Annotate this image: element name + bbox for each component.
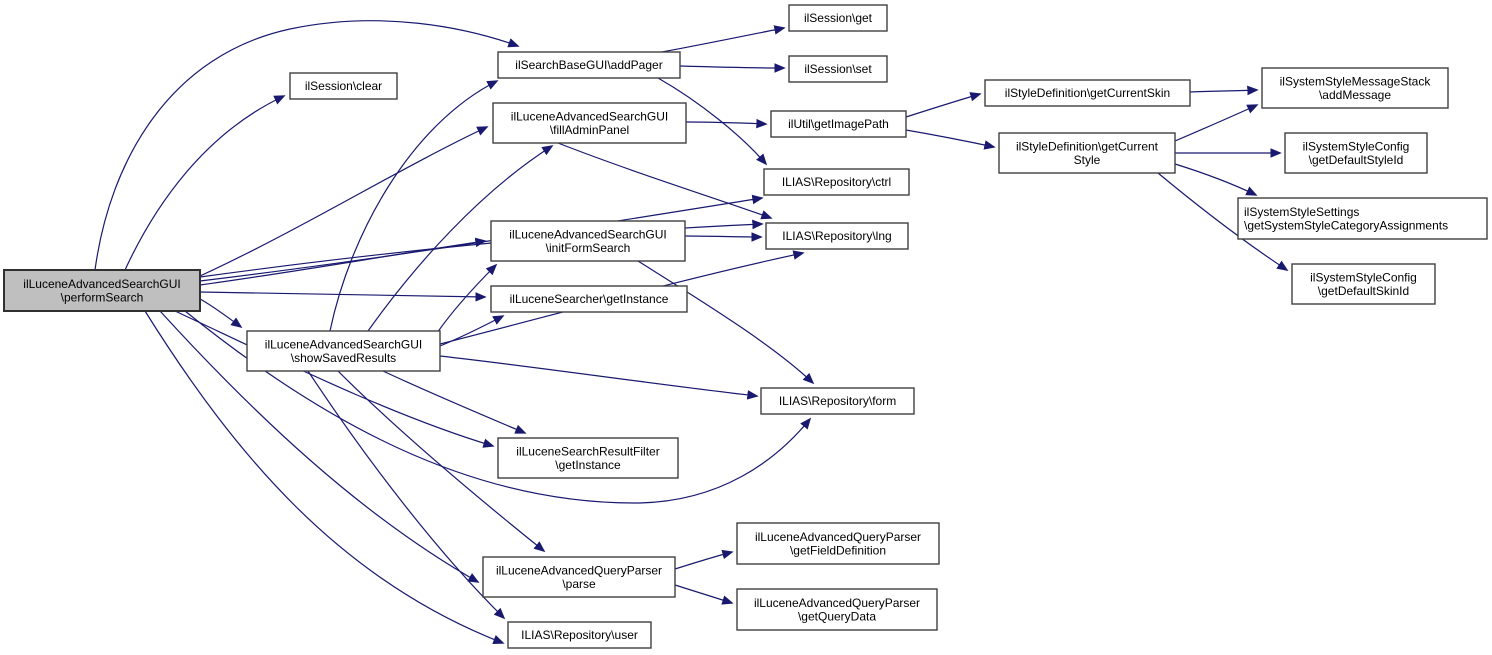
node-sessionGet[interactable]	[789, 5, 887, 31]
node-label-parse-line1: \parse	[562, 576, 596, 591]
edge-performSearch-fillAdminPanel	[200, 127, 487, 276]
node-label-getDefaultStyleId-line1: \getDefaultStyleId	[1308, 152, 1404, 167]
node-label-addPager-line0: ilSearchBaseGUI\addPager	[515, 58, 663, 72]
node-repoUser[interactable]	[508, 622, 651, 648]
node-label-getCurrentStyle-line0: ilStyleDefinition\getCurrent	[1015, 139, 1159, 154]
node-label-sessionGet-line0: ilSession\get	[803, 11, 873, 25]
node-getSystemStyleCategoryAssignments[interactable]	[1238, 198, 1487, 239]
edge-parse-getFieldDefinition	[675, 552, 732, 569]
node-label-sessionSet-line0: ilSession\set	[804, 62, 872, 76]
edge-fillAdminPanel-repoLng	[558, 143, 771, 218]
edge-showSavedResults-initFormSearch	[437, 265, 496, 333]
edge-performSearch-searcherGetInstance	[200, 292, 485, 297]
node-repoLng[interactable]	[766, 223, 908, 249]
node-addMessage[interactable]	[1262, 68, 1448, 108]
node-label-addMessage-line1: \addMessage	[1318, 87, 1392, 102]
node-label-searcherGetInstance-line0: ilLuceneSearcher\getInstance	[509, 292, 669, 306]
node-label-getSystemStyleCategoryAssignments-line0: ilSystemStyleSettings	[1244, 204, 1360, 219]
node-getDefaultSkinId[interactable]	[1292, 264, 1435, 304]
node-label-getFieldDefinition-line1: \getFieldDefinition	[789, 543, 887, 558]
edge-getImagePath-getCurrentSkin	[906, 94, 980, 117]
node-initFormSearch[interactable]	[491, 221, 685, 261]
edge-performSearch-showSavedResults	[200, 299, 241, 327]
edge-getCurrentStyle-addMessage	[1175, 105, 1257, 141]
node-label-getCurrentSkin-line0: ilStyleDefinition\getCurrentSkin	[1004, 86, 1171, 100]
node-repoForm[interactable]	[761, 388, 914, 414]
node-layer	[4, 5, 1487, 648]
node-label-getCurrentStyle-line1: Style	[1073, 152, 1101, 167]
node-label-sessionClear-line0: ilSession\clear	[304, 79, 383, 93]
node-label-filterGetInstance-line1: \getInstance	[555, 457, 621, 472]
edge-performSearch-sessionClear	[125, 96, 284, 270]
node-getImagePath[interactable]	[771, 111, 906, 137]
node-getFieldDefinition[interactable]	[737, 523, 939, 564]
node-label-filterGetInstance-line0: ilLuceneSearchResultFilter	[516, 444, 660, 459]
edge-parse-getQueryData	[675, 585, 732, 603]
node-sessionClear[interactable]	[290, 73, 397, 99]
edge-showSavedResults-repoForm	[440, 356, 757, 396]
node-fillAdminPanel[interactable]	[493, 103, 686, 143]
edge-fillAdminPanel-getImagePath	[686, 122, 766, 124]
edge-getCurrentSkin-addMessage	[1190, 90, 1257, 92]
node-label-showSavedResults-line1: \showSavedResults	[290, 350, 397, 365]
node-label-getDefaultSkinId-line1: \getDefaultSkinId	[1317, 283, 1410, 298]
node-label-performSearch-line1: \performSearch	[60, 290, 144, 305]
node-getDefaultStyleId[interactable]	[1285, 133, 1427, 173]
node-label-repoCtrl-line0: ILIAS\Repository\ctrl	[781, 175, 892, 189]
edge-showSavedResults-filterGetInstance	[383, 371, 525, 433]
node-label-repoUser-line0: ILIAS\Repository\user	[521, 628, 638, 642]
node-label-parse-line0: ilLuceneAdvancedQueryParser	[495, 563, 663, 578]
node-label-getDefaultStyleId-line0: ilSystemStyleConfig	[1302, 139, 1410, 154]
node-addPager[interactable]	[498, 52, 680, 78]
node-getCurrentSkin[interactable]	[985, 80, 1190, 106]
edge-initFormSearch-repoLng	[685, 236, 761, 237]
node-label-getSystemStyleCategoryAssignments-line1: \getSystemStyleCategoryAssignments	[1244, 218, 1449, 233]
edge-initFormSearch-repoForm	[638, 261, 813, 383]
node-label-showSavedResults-line0: ilLuceneAdvancedSearchGUI	[264, 337, 423, 352]
node-searcherGetInstance[interactable]	[491, 286, 687, 312]
node-label-getDefaultSkinId-line0: ilSystemStyleConfig	[1310, 270, 1417, 285]
node-label-repoForm-line0: ILIAS\Repository\form	[778, 394, 897, 408]
node-label-initFormSearch-line1: \initFormSearch	[545, 240, 631, 255]
edge-showSavedResults-addPager	[330, 81, 497, 331]
node-parse[interactable]	[483, 557, 675, 597]
node-label-getQueryData-line1: \getQueryData	[797, 609, 877, 624]
edge-getCurrentStyle-getSystemStyleCategoryAssignments	[1175, 164, 1256, 195]
edge-getImagePath-getCurrentStyle	[906, 130, 994, 147]
edge-performSearch-addPager	[95, 21, 518, 270]
node-label-getQueryData-line0: ilLuceneAdvancedQueryParser	[753, 595, 921, 610]
node-showSavedResults[interactable]	[247, 331, 440, 371]
node-label-addMessage-line0: ilSystemStyleMessageStack	[1279, 74, 1431, 89]
node-label-getImagePath-line0: ilUtil\getImagePath	[788, 117, 889, 131]
node-performSearch[interactable]	[4, 270, 200, 311]
node-repoCtrl[interactable]	[764, 169, 909, 195]
node-label-fillAdminPanel-line1: \fillAdminPanel	[549, 122, 630, 137]
node-label-fillAdminPanel-line0: ilLuceneAdvancedSearchGUI	[510, 109, 669, 124]
node-getQueryData[interactable]	[737, 589, 937, 630]
node-sessionSet[interactable]	[789, 56, 887, 82]
node-label-getFieldDefinition-line0: ilLuceneAdvancedQueryParser	[754, 529, 922, 544]
node-label-repoLng-line0: ILIAS\Repository\lng	[782, 229, 892, 243]
edge-addPager-sessionGet	[662, 28, 784, 52]
node-label-initFormSearch-line0: ilLuceneAdvancedSearchGUI	[509, 227, 667, 242]
node-filterGetInstance[interactable]	[498, 438, 678, 478]
node-getCurrentStyle[interactable]	[999, 133, 1175, 173]
node-label-performSearch-line0: ilLuceneAdvancedSearchGUI	[23, 276, 181, 291]
edge-addPager-sessionSet	[680, 66, 784, 68]
